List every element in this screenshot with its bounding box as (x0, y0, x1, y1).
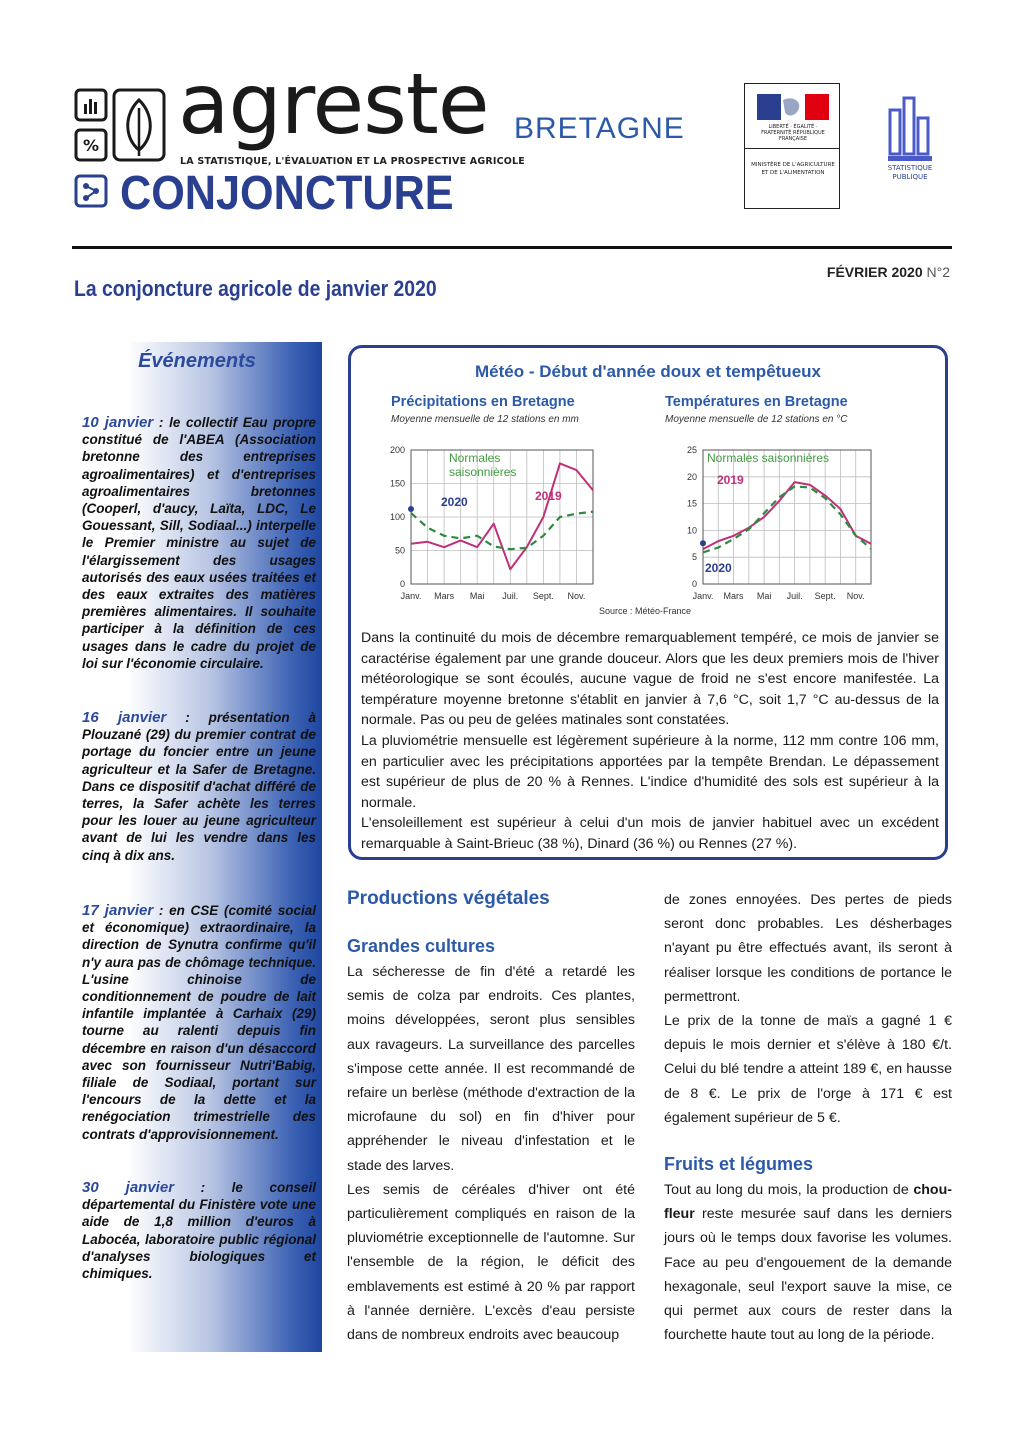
statistique-publique-icon (884, 92, 936, 162)
meteo-box (348, 345, 948, 860)
legend-2019: 2019 (535, 489, 562, 503)
ministry-logo (744, 83, 840, 209)
y-tick-label: 50 (394, 545, 405, 556)
temp-chart-subtitle: Moyenne mensuelle de 12 stations en °C (665, 414, 848, 425)
text-run: Tout au long du mois, la production de (664, 1182, 914, 1198)
x-tick-label: Mai (469, 591, 485, 601)
meteo-paragraph: La pluviométrie mensuelle est légèrement supérieure à la norme, 112 mm contre 106 mm, en particulier avec les précipitations apportées par la tempête Brendan. Le dépassement est supérieur de plus de 20 % à Rennes. L'indice d'humidité des sols est supérieur à la normale. (361, 732, 939, 811)
y-tick-label: 0 (399, 579, 405, 589)
y-tick-label: 25 (686, 445, 697, 455)
y-tick-label: 15 (686, 498, 697, 509)
precip-chart-title: Précipitations en Bretagne (391, 394, 575, 410)
y-tick-label: 150 (389, 478, 405, 489)
event-date: 16 janvier (82, 709, 167, 726)
event-item (82, 1179, 316, 1282)
paragraph: La sécheresse de fin d'été a retardé les semis de colza par endroits. Ces plantes, moins développées, seront plus sensibles aux ravageurs. La surveillance des parcelles s'impose cette année. Il est recommandé de refaire un berlèse (méthode d'extraction de la microfaune du sol) en fin d'hiver pour appréhender le niveau d'infestation et le stade des larves. (347, 964, 635, 1174)
event-item (82, 709, 316, 864)
temp-chart (681, 438, 901, 604)
legend-2020: 2020 (705, 561, 732, 575)
series-title: CONJONCTURE (120, 167, 454, 220)
svg-text:%: % (82, 136, 100, 155)
event-text: : présentation à Plouzané (29) du premier contrat de portage du foncier entre un jeune agriculteur et la Safer de Bretagne. Dans ce dispositif d'achat différé de terres, la Safer achète les terres pour les louer au jeune agriculteur avant de lui les vendre dans les cinq à dix ans. (82, 710, 316, 863)
section-heading: Productions végétales (347, 888, 550, 909)
y-tick-label: 100 (389, 512, 405, 522)
ministry-name: MINISTÈRE DE L'AGRICULTURE ET DE L'ALIMENTATION (751, 162, 835, 176)
x-tick-label: Nov. (567, 591, 586, 601)
point-2020 (408, 506, 414, 512)
event-item (82, 902, 316, 1143)
legend-2020: 2020 (441, 495, 468, 509)
subsection-heading: Grandes cultures (347, 936, 496, 956)
marianne-flag-icon (757, 94, 829, 120)
header-rule (72, 246, 952, 249)
subsection-heading: Fruits et légumes (664, 1154, 814, 1174)
meteo-title: Météo - Début d'année doux et tempêtueux (475, 362, 821, 381)
meteo-paragraph: L'ensoleillement est supérieur à celui d'un mois de janvier habituel avec un excédent remarquable à Saint-Brieuc (38 %), Dinard (36 %) ou Rennes (27 %). (361, 815, 939, 852)
logo-wordmark: agreste (178, 55, 489, 153)
paragraph: Les semis de céréales d'hiver ont été particulièrement compliqués en raison de la pluviométrie exceptionnelle de l'automne. Sur l'ensemble de la région, le déficit des emblavements est estimé à 20 % par rapport à l'année dernière. L'excès d'eau persiste dans de nombreux endroits avec beaucoup (347, 1181, 635, 1344)
paragraph (664, 1178, 952, 1347)
issue-number: N°2 (926, 264, 950, 280)
x-tick-label: Juil. (786, 591, 803, 601)
legend-normales: Normales saisonnières (707, 451, 830, 465)
x-tick-label: Sept. (814, 591, 836, 601)
x-tick-label: Nov. (846, 591, 865, 601)
y-tick-label: 20 (686, 471, 697, 482)
logo-tagline: LA STATISTIQUE, L'ÉVALUATION ET LA PROSPECTIVE AGRICOLE (180, 156, 525, 167)
right-column-text (664, 888, 952, 1130)
region-label: BRETAGNE (514, 112, 685, 145)
meteo-paragraph: Dans la continuité du mois de décembre remarquablement tempéré, ce mois de janvier se caractérise également par une grande douceur. Alors que les deux premiers mois de l'hiver météorologique se sont écoulés, aucune vague de froid ne s'est encore manifestée. La température moyenne bretonne s'établit en janvier à 7,6 °C, soit 1,7 °C au-dessus de la normale. Pas ou peu de gelées matinales sont constatées. (361, 630, 939, 729)
sidebar-title: Événements (138, 350, 256, 372)
event-text: : le collectif Eau propre constitué de l'ABEA (Association bretonne des entreprises agroalimentaires) et d'entreprises agroalimentaires bretonnes (Cooperl, d'aucy, Laïta, LDC, Le Gouessant, Sill, Sodiaal...) interpelle le Premier ministre au sujet de l'élargissement des usages autorisés des eaux usées traitées et des eaux extraites des matières premières alimentaires. Il souhaite participer à la définition de ces usages dans le cadre du projet de loi sur l'économie circulaire. (82, 415, 316, 671)
y-tick-label: 0 (691, 579, 697, 589)
paragraph: Le prix de la tonne de maïs a gagné 1 € depuis le mois dernier et s'élève à 180 €/t. Celui du blé tendre a atteint 189 €, en hausse de 8 €. Le prix de l'orge à 171 € est également supérieur de 5 €. (664, 1013, 952, 1126)
legend-normales: saisonnières (449, 465, 517, 479)
x-tick-label: Mars (723, 591, 744, 601)
chart-source: Source : Météo-France (599, 606, 692, 616)
point-2020 (700, 540, 706, 546)
event-date: 10 janvier (82, 414, 154, 431)
ministry-republic-text: LIBERTÉ · ÉGALITÉ · FRATERNITÉ RÉPUBLIQUE FRANÇAISE (761, 124, 825, 142)
x-tick-label: Mai (756, 591, 772, 601)
precip-chart-subtitle: Moyenne mensuelle de 12 stations en mm (391, 414, 579, 425)
issue-info (827, 264, 950, 280)
x-tick-label: Juil. (502, 591, 519, 601)
issue-date: FÉVRIER 2020 (826, 264, 923, 280)
text-run-bold: chou-fleur (664, 1182, 952, 1223)
x-tick-label: Janv. (400, 591, 422, 601)
event-date: 30 janvier (82, 1179, 175, 1196)
text-run: reste mesurée sauf dans les derniers jours où le temps doux favorise les volumes. Face au peu d'engouement de la demande hexagonale, seul l'export sauve la mise, ce qui permet aux cours de rester dans la fourchette haute tout au long de la période. (664, 1206, 952, 1344)
legend-2019: 2019 (717, 473, 744, 487)
event-item (82, 414, 316, 672)
series-line-2019 (703, 482, 871, 549)
y-tick-label: 10 (686, 525, 697, 536)
x-tick-label: Mars (434, 591, 455, 601)
page-title: La conjoncture agricole de janvier 2020 (74, 276, 437, 301)
legend-normales: Normales (449, 451, 501, 465)
ministry-divider (745, 148, 839, 149)
x-tick-label: Janv. (692, 591, 714, 601)
y-tick-label: 200 (389, 445, 405, 455)
event-text: : en CSE (comité social et économique) extraordinaire, la direction de Synutra confirme qu'il n'y aura pas de chômage technique. L'usine chinoise de conditionnement de poudre de lait infantile implantée à Carhaix (29) tourne au ralenti depuis fin décembre en raison d'un désaccord avec son fournisseur Nutri'Babig, filiale de Sodiaal, portant sur l'encours de la dette et la renégociation trimestrielle des contrats d'approvisionnement. (82, 903, 316, 1142)
temp-chart-title: Températures en Bretagne (665, 394, 848, 410)
event-date: 17 janvier (82, 902, 154, 919)
meteo-text (361, 628, 939, 855)
precip-chart (389, 432, 629, 604)
statistique-publique-text: STATISTIQUE PUBLIQUE (887, 164, 933, 182)
x-tick-label: Sept. (532, 591, 554, 601)
fruits-text (664, 1178, 952, 1347)
grandes-cultures-text (347, 960, 635, 1347)
events-sidebar (72, 342, 322, 1352)
paragraph: de zones ennoyées. Des pertes de pieds seront donc probables. Les désherbages n'ayant pu être effectués avant, ils seront à réaliser lorsque les conditions de portance le permettront. (664, 892, 952, 1005)
statistique-publique-logo (884, 92, 936, 202)
event-text: : le conseil départemental du Finistère vote une aide de 1,8 million d'euros à Labocéa, laboratoire public régional d'analyses biologiques et chimiques. (82, 1180, 316, 1282)
series-line-2019 (411, 463, 593, 569)
y-tick-label: 5 (691, 552, 697, 563)
